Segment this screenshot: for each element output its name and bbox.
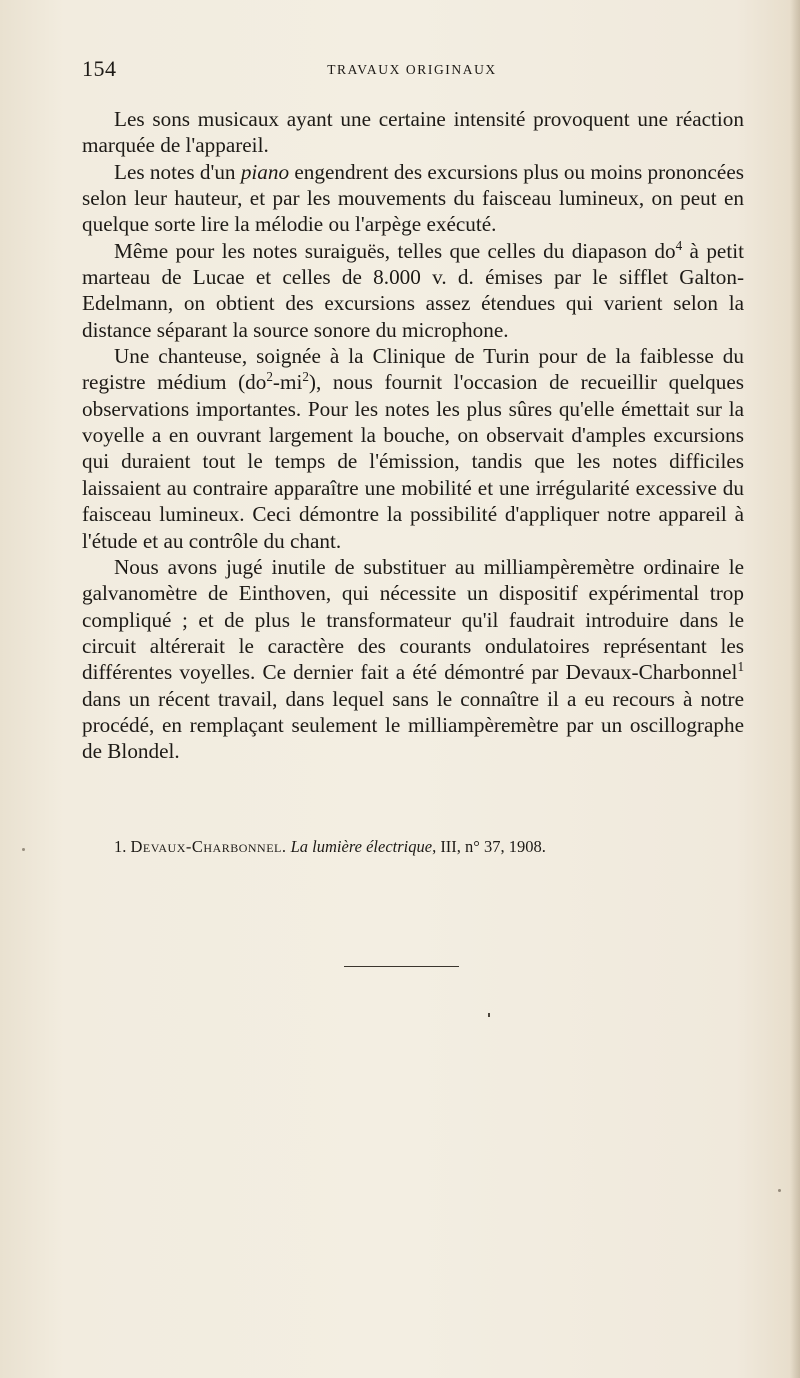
page-edge-shadow <box>790 0 800 1378</box>
paragraph-4 <box>82 343 744 554</box>
footnote-title: La lumière électrique <box>290 837 433 856</box>
print-speck <box>488 1013 490 1017</box>
superscript: 2 <box>266 369 273 385</box>
paragraph-1-text: Les sons musicaux ayant une certaine intensité provoquent une réaction marquée de l'appareil. <box>82 107 744 158</box>
paragraph-4-text-c: ), nous fournit l'occasion de recueillir quelques observations importantes. Pour les notes les plus sûres qu'elle émettait sur la voyelle a en ouvrant largement la bouche, on observait d'amples excursions qui duraient tout le temps de l'émission, tandis que les notes difficiles laissaient au contraire apparaître une mobilité et une irrégularité excessive du faisceau lumineux. Ceci démontre la possibilité d'appliquer notre appareil à l'étude et au contrôle du chant. <box>82 370 744 553</box>
paragraph-3 <box>82 238 744 343</box>
superscript: 2 <box>302 369 309 385</box>
body-text <box>82 106 744 765</box>
footnote-reference: 1 <box>737 659 744 675</box>
paragraph-2-text-a: Les notes d'un <box>114 159 241 184</box>
superscript: 4 <box>675 237 683 253</box>
print-speck <box>22 848 25 851</box>
paragraph-4-text-a: Une chanteuse, soignée à la Clinique de Turin pour de la faiblesse du registre médium (do <box>82 344 744 395</box>
paragraph-2 <box>82 159 744 238</box>
paragraph-4-text-b: -mi <box>272 370 303 395</box>
footnote-number: 1. <box>114 837 127 856</box>
paragraph-5-text-a: Nous avons jugé inutile de substituer au milliampèremètre ordinaire le galvanomètre de Einthoven, qui nécessite un dispositif expérimental trop compliqué ; et de plus le transformateur qu'il faudrait introduire dans le circuit altérerait le caractère des courants ondulatoires représentant les différentes voyelles. Ce dernier fait a été démontré par Devaux-Charbonnel <box>82 554 744 685</box>
paragraph-1 <box>82 106 744 159</box>
paragraph-5 <box>82 554 744 765</box>
page-number: 154 <box>82 56 117 81</box>
footnote <box>114 836 734 858</box>
footnote-author: Devaux-Charbonnel. <box>130 837 287 856</box>
paragraph-3-text-b: à petit marteau de Lucae et celles de 8.000 v. d. émises par le sifflet Galton-Edelmann, on obtient des excursions assez étendues qui varient selon la distance séparant la source sonore du microphone. <box>82 238 744 342</box>
paragraph-5-text-b: dans un récent travail, dans lequel sans le connaître il a eu recours à notre procédé, en remplaçant seulement le milliampèremètre par un oscillographe de Blondel. <box>82 686 744 764</box>
paragraph-2-text-b: engendrent des excursions plus ou moins prononcées selon leur hauteur, et par les mouvements du faisceau lumineux, on peut en quelque sorte lire la mélodie ou l'arpège exécuté. <box>82 159 744 237</box>
paragraph-3-text-a: Même pour les notes suraiguës, telles que celles du diapason do <box>114 238 676 263</box>
page-header <box>82 56 742 86</box>
end-rule <box>344 966 459 967</box>
footnote-details: , III, n° 37, 1908. <box>432 837 546 856</box>
print-speck <box>778 1189 781 1192</box>
running-head: TRAVAUX ORIGINAUX <box>327 62 497 77</box>
paragraph-2-italic: piano <box>240 159 290 184</box>
